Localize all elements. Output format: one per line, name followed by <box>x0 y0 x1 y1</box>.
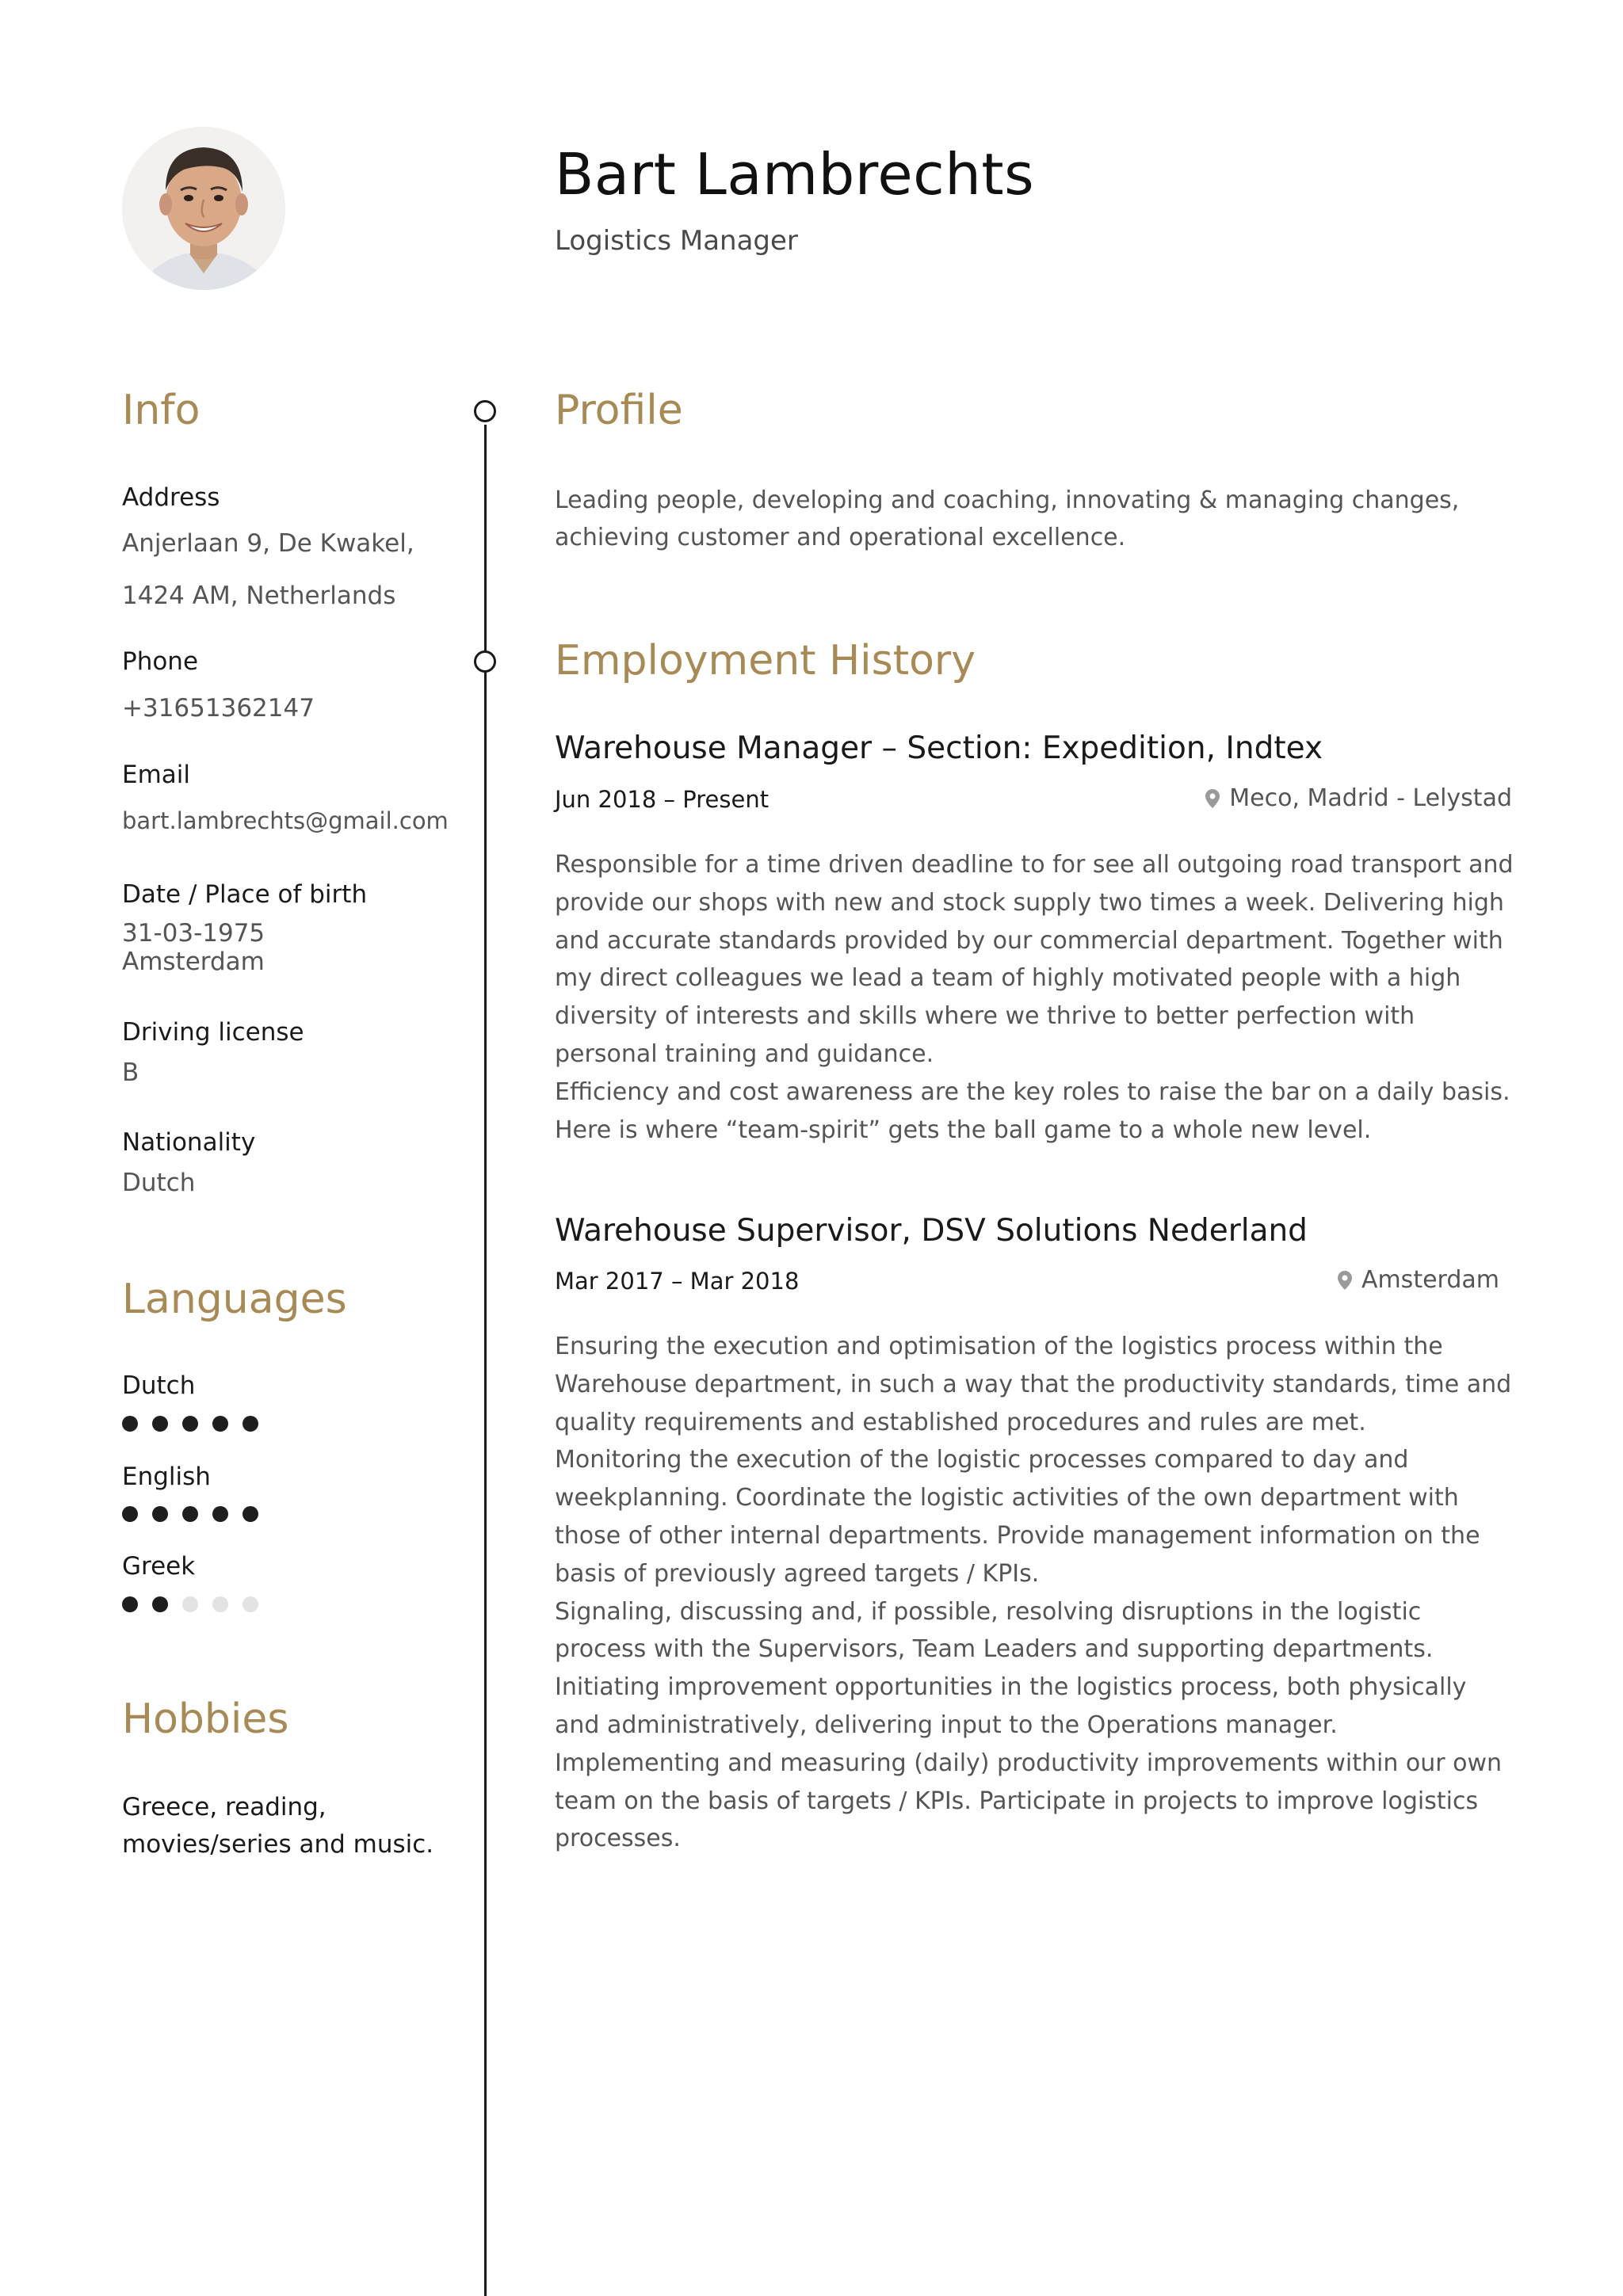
nationality-value: Dutch <box>122 1169 196 1197</box>
level-dot-empty <box>242 1596 258 1612</box>
hobbies-heading: Hobbies <box>122 1695 289 1743</box>
phone-label: Phone <box>122 647 199 676</box>
birth-date: 31-03-1975 <box>122 919 265 948</box>
job-paragraph: Ensuring the execution and optimisation of the logistics process within the Warehouse department, in such a way that the productivity standards, time and quality requirements and established procedures and rules are met. <box>555 1333 1512 1436</box>
language-level-greek <box>122 1596 258 1612</box>
email-value: bart.lambrechts@gmail.com <box>122 807 449 834</box>
level-dot-filled <box>122 1416 138 1432</box>
level-dot-empty <box>182 1596 198 1612</box>
email-label: Email <box>122 761 191 789</box>
job-paragraph: Implementing and measuring (daily) productivity improvements within our own team on the basis of targets / KPIs. Participate in projects to improve logistics processes. <box>555 1749 1503 1853</box>
level-dot-filled <box>152 1596 168 1612</box>
job-paragraph: Monitoring the execution of the logistic processes compared to day and weekplanning. Coordinate the logistic activities of the own department with those of other internal departments. Provide management information on the basis of previously agreed targets / KPIs. <box>555 1446 1480 1588</box>
language-level-english <box>122 1506 258 1522</box>
hobbies-text <box>122 1789 455 1863</box>
birth-place: Amsterdam <box>122 948 265 976</box>
map-pin-icon <box>1338 1271 1352 1290</box>
phone-value: +31651362147 <box>122 694 315 723</box>
map-pin-icon <box>1205 789 1220 808</box>
info-heading: Info <box>122 387 200 434</box>
language-name-greek: Greek <box>122 1552 196 1581</box>
job-paragraph: Initiating improvement opportunities in the logistics process, both physically and administratively, delivering input to the Operations manager. <box>555 1673 1467 1739</box>
profile-photo <box>122 127 285 290</box>
hobbies-line1: Greece, reading, <box>122 1793 327 1821</box>
job-location <box>1338 1266 1499 1294</box>
language-level-dutch <box>122 1416 258 1432</box>
candidate-role: Logistics Manager <box>555 225 798 257</box>
language-name-english: English <box>122 1463 211 1491</box>
job-title: Warehouse Manager – Section: Expedition, Indtex <box>555 730 1323 766</box>
job-dates: Mar 2017 – Mar 2018 <box>555 1268 800 1295</box>
level-dot-filled <box>182 1416 198 1432</box>
portrait-illustration <box>122 127 285 290</box>
nationality-label: Nationality <box>122 1128 256 1157</box>
profile-summary: Leading people, developing and coaching, innovating & managing changes, achieving customer and operational excellence. <box>555 486 1460 551</box>
level-dot-filled <box>182 1506 198 1522</box>
languages-heading: Languages <box>122 1276 347 1323</box>
candidate-name: Bart Lambrechts <box>555 141 1035 208</box>
language-name-dutch: Dutch <box>122 1371 196 1400</box>
job-location-text: Amsterdam <box>1361 1266 1499 1294</box>
level-dot-filled <box>122 1596 138 1612</box>
job-paragraph: Here is where “team-spirit” gets the ball game to a whole new level. <box>555 1116 1372 1144</box>
job-paragraph: Signaling, discussing and, if possible, resolving disruptions in the logistic process with the Supervisors, Team Leaders and supporting departments. <box>555 1597 1434 1664</box>
employment-heading: Employment History <box>555 637 976 685</box>
timeline-marker-profile <box>474 400 496 422</box>
address-label: Address <box>122 483 220 512</box>
level-dot-filled <box>212 1416 228 1432</box>
birth-label: Date / Place of birth <box>122 880 368 909</box>
address-line1: Anjerlaan 9, De Kwakel, <box>122 529 414 558</box>
job-paragraph: Efficiency and cost awareness are the key roles to raise the bar on a daily basis. <box>555 1077 1510 1106</box>
level-dot-filled <box>152 1506 168 1522</box>
license-label: Driving license <box>122 1018 304 1047</box>
level-dot-empty <box>212 1596 228 1612</box>
job-paragraph: Responsible for a time driven deadline to for see all outgoing road transport and provide our shops with new and stock supply two times a week. Delivering high and accurate standards provided by our commercial department. Together with my direct colleagues we lead a team of highly motivated people with a high diversity of interests and skills where we thrive to better perfection with personal training and guidance. <box>555 851 1514 1068</box>
job-title: Warehouse Supervisor, DSV Solutions Nederland <box>555 1213 1308 1249</box>
level-dot-filled <box>212 1506 228 1522</box>
level-dot-filled <box>242 1416 258 1432</box>
level-dot-filled <box>242 1506 258 1522</box>
profile-heading: Profile <box>555 387 683 434</box>
address-line2: 1424 AM, Netherlands <box>122 582 396 610</box>
job-description <box>555 1328 1514 1858</box>
timeline-marker-employment <box>474 650 496 673</box>
job-description <box>555 846 1514 1149</box>
license-value: B <box>122 1058 139 1087</box>
level-dot-filled <box>122 1506 138 1522</box>
hobbies-line2: movies/series and music. <box>122 1830 434 1859</box>
timeline-line <box>484 425 487 2296</box>
level-dot-filled <box>152 1416 168 1432</box>
job-location <box>1205 784 1512 812</box>
job-dates: Jun 2018 – Present <box>555 786 769 813</box>
job-location-text: Meco, Madrid - Lelystad <box>1229 784 1512 812</box>
